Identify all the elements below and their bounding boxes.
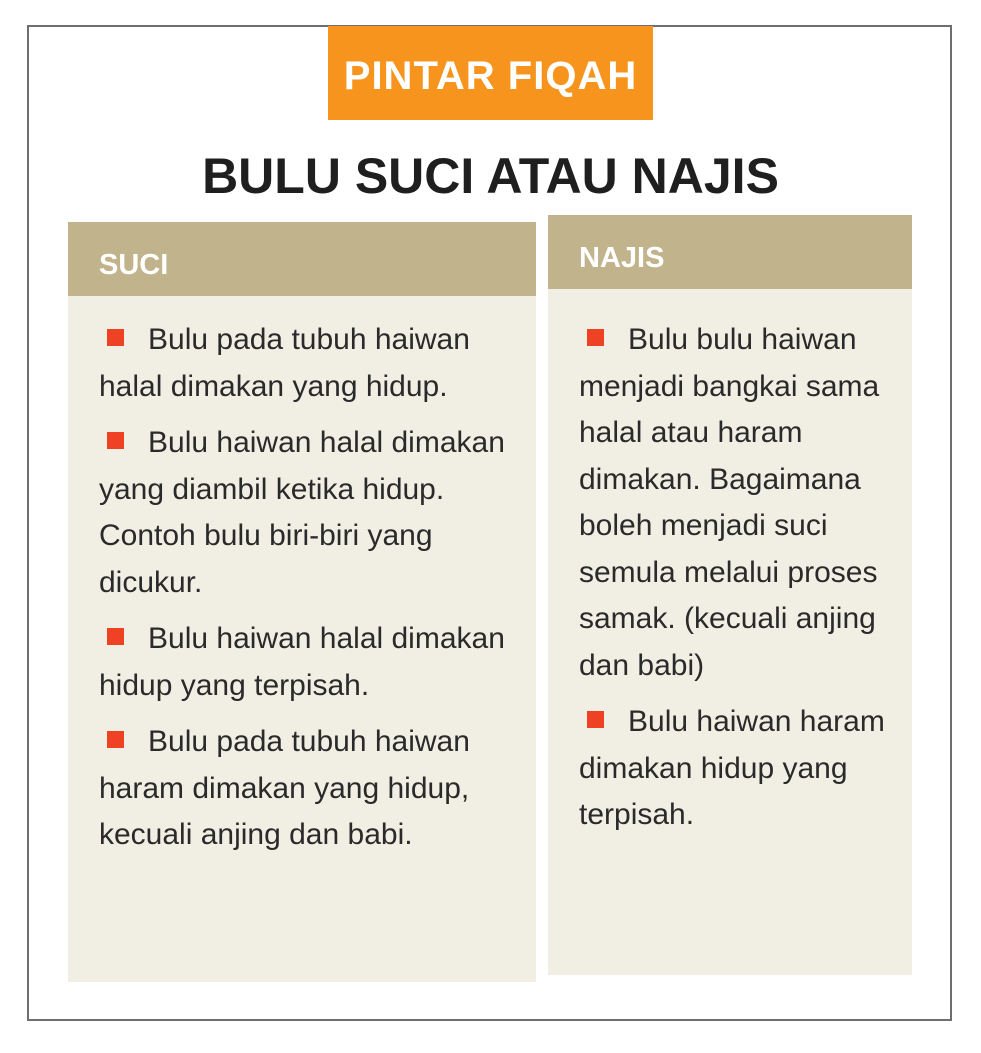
najis-column — [548, 215, 912, 975]
list-item — [579, 317, 902, 689]
page-title: BULU SUCI ATAU NAJIS — [202, 148, 779, 204]
list-item — [99, 719, 526, 859]
square-bullet-icon — [107, 731, 124, 748]
suci-heading: SUCI — [99, 248, 169, 281]
list-item-text: Bulu haiwan haram dimakan hidup yang terpisah. — [579, 705, 885, 831]
list-item-text: Bulu pada tubuh haiwan halal dimakan yang hidup. — [99, 323, 470, 403]
square-bullet-icon — [107, 329, 124, 346]
list-item — [99, 616, 526, 709]
category-badge — [328, 26, 653, 120]
list-item — [99, 420, 526, 606]
square-bullet-icon — [107, 628, 124, 645]
list-item-text: Bulu haiwan halal dimakan hidup yang terpisah. — [99, 622, 505, 702]
square-bullet-icon — [587, 329, 604, 346]
square-bullet-icon — [107, 432, 124, 449]
suci-column — [68, 222, 536, 982]
najis-column-header — [548, 215, 912, 289]
suci-column-header — [68, 222, 536, 296]
najis-list — [579, 317, 902, 849]
category-badge-label: PINTAR FIQAH — [343, 53, 638, 98]
najis-heading: NAJIS — [579, 241, 665, 274]
list-item — [99, 317, 526, 410]
square-bullet-icon — [587, 711, 604, 728]
list-item-text: Bulu pada tubuh haiwan haram dimakan yang hidup, kecuali anjing dan babi. — [99, 725, 470, 851]
suci-list — [99, 317, 526, 869]
list-item — [579, 699, 902, 839]
list-item-text: Bulu haiwan halal dimakan yang diambil ketika hidup. Contoh bulu biri-biri yang dicukur. — [99, 426, 505, 599]
list-item-text: Bulu bulu haiwan menjadi bangkai sama halal atau haram dimakan. Bagaimana boleh menjadi suci semula melalui proses samak. (kecuali anjing dan babi) — [579, 323, 880, 682]
